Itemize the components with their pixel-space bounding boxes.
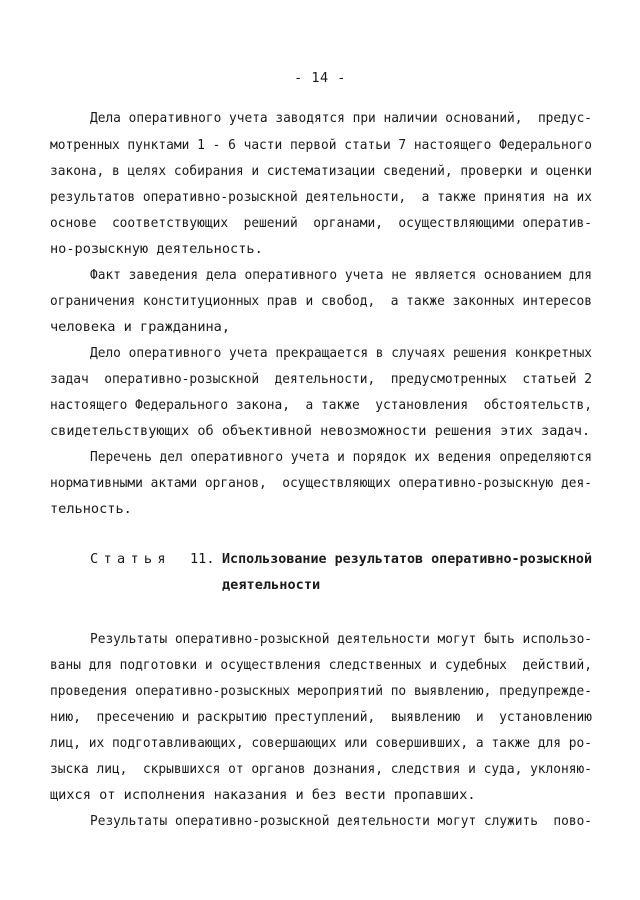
article-title-line-1: Использование результатов оперативно-розыскной <box>222 551 593 567</box>
article-number: 11. <box>190 551 215 567</box>
article-title-line-2: деятельности <box>222 577 321 593</box>
text-line: нормативными актами органов, осуществляющих оперативно-розыскную дея- <box>50 475 593 491</box>
text-line: человека и гражданина, <box>50 319 231 335</box>
text-line: задач оперативно-розыскной деятельности, предусмотренных статьей 2 <box>50 371 593 387</box>
text-line: ограничения конституционных прав и свобод, а также законных интересов <box>50 293 593 309</box>
text-line: ваны для подготовки и осуществления следственных и судебных действий, <box>50 657 593 673</box>
text-line: Перечень дел оперативного учета и порядок их ведения определяются <box>90 449 593 465</box>
text-line: лиц, их подготавливающих, совершающих или совершивших, а также для ро- <box>50 735 593 751</box>
page-number: - 14 - <box>294 70 346 86</box>
text-line: настоящего Федерального закона, а также установления обстоятельств, <box>50 397 593 413</box>
text-line: но-розыскную деятельность. <box>50 241 263 257</box>
text-line: нию, пресечению и раскрытию преступлений, выявлению и установлению <box>50 709 593 725</box>
text-line: Факт заведения дела оперативного учета не является основанием для <box>90 267 593 283</box>
text-line: закона, в целях собирания и систематизации сведений, проверки и оценки <box>50 163 593 179</box>
text-line: Дело оперативного учета прекращается в случаях решения конкретных <box>90 345 593 361</box>
text-line: щихся от исполнения наказания и без вести пропавших. <box>50 787 476 803</box>
text-line: Дела оперативного учета заводятся при наличии оснований, предус- <box>90 110 593 126</box>
article-word: Статья <box>90 551 171 567</box>
text-line: зыска лиц, скрывшихся от органов дознания, следствия и суда, уклоняю- <box>50 761 593 777</box>
text-line: проведения оперативно-розыскных мероприятий по выявлению, предупрежде- <box>50 683 593 699</box>
text-line: Результаты оперативно-розыскной деятельности могут служить пово- <box>90 813 593 829</box>
text-line: мотренных пунктами 1 - 6 части первой статьи 7 настоящего Федерального <box>50 137 593 153</box>
text-line: основе соответствующих решений органами, осуществляющими оператив- <box>50 215 593 231</box>
text-line: результатов оперативно-розыскной деятельности, а также принятия на их <box>50 189 593 205</box>
text-line: тельность. <box>50 501 132 517</box>
text-line: свидетельствующих об объективной невозможности решения этих задач. <box>50 423 591 439</box>
text-line: Результаты оперативно-розыскной деятельности могут быть использо- <box>90 631 593 647</box>
